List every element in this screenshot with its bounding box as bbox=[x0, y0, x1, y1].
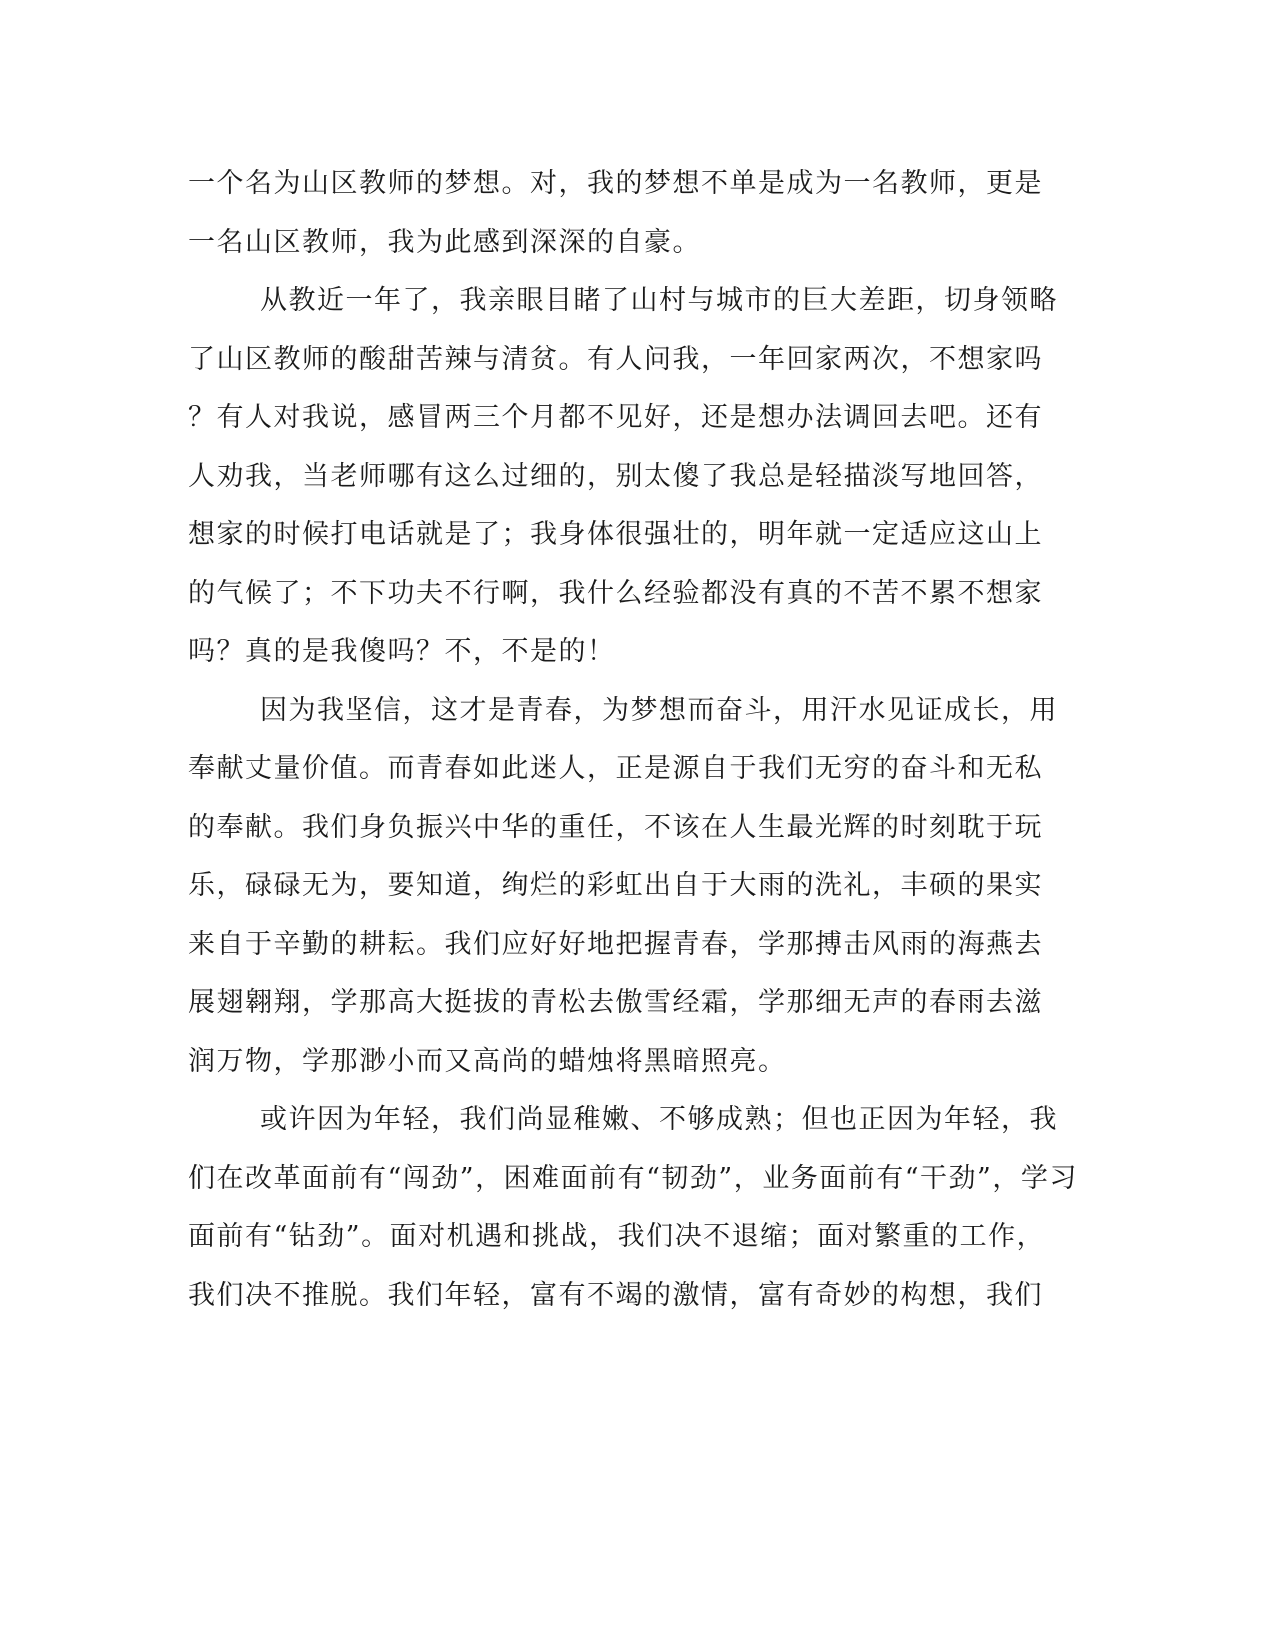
text-line: 乐，碌碌无为，要知道，绚烂的彩虹出自于大雨的洗礼，丰硕的果实 bbox=[188, 870, 1043, 901]
text-line: 奉献丈量价值。而青春如此迷人，正是源自于我们无穷的奋斗和无私 bbox=[188, 753, 1043, 784]
text-line: 从教近一年了，我亲眼目睹了山村与城市的巨大差距，切身领略 bbox=[260, 285, 1058, 316]
text-line: 的奉献。我们身负振兴中华的重任，不该在人生最光辉的时刻耽于玩 bbox=[188, 811, 1043, 843]
text-line: 吗？真的是我傻吗？不，不是的！ bbox=[188, 636, 616, 667]
text-line: 了山区教师的酸甜苦辣与清贫。有人问我，一年回家两次，不想家吗 bbox=[188, 343, 1043, 375]
text-line: 展翅翱翔，学那高大挺拔的青松去傲雪经霜，学那细无声的春雨去滋 bbox=[188, 987, 1043, 1018]
text-line: 的气候了；不下功夫不行啊，我什么经验都没有真的不苦不累不想家 bbox=[188, 577, 1043, 609]
text-line: 们在改革面前有“闯劲”，困难面前有“韧劲”，业务面前有“干劲”，学习 bbox=[188, 1162, 1078, 1194]
text-line: 或许因为年轻，我们尚显稚嫩、不够成熟；但也正因为年轻，我 bbox=[260, 1104, 1058, 1135]
text-line: 想家的时候打电话就是了；我身体很强壮的，明年就一定适应这山上 bbox=[188, 519, 1043, 550]
text-line: 来自于辛勤的耕耘。我们应好好地把握青春，学那搏击风雨的海燕去 bbox=[188, 928, 1043, 960]
text-line: 因为我坚信，这才是青春，为梦想而奋斗，用汗水见证成长，用 bbox=[260, 694, 1058, 726]
body-text bbox=[188, 155, 1078, 1325]
text-line: 我们决不推脱。我们年轻，富有不竭的激情，富有奇妙的构想，我们 bbox=[188, 1279, 1043, 1311]
text-line: 润万物，学那渺小而又高尚的蜡烛将黑暗照亮。 bbox=[188, 1045, 787, 1077]
text-line: ？有人对我说，感冒两三个月都不见好，还是想办法调回去吧。还有 bbox=[188, 402, 1043, 433]
text-line: 一个名为山区教师的梦想。对，我的梦想不单是成为一名教师，更是 bbox=[188, 168, 1043, 199]
text-line: 人劝我，当老师哪有这么过细的，别太傻了我总是轻描淡写地回答， bbox=[188, 460, 1043, 492]
text-line: 面前有“钻劲”。面对机遇和挑战，我们决不退缩；面对繁重的工作， bbox=[188, 1221, 1046, 1252]
text-line: 一名山区教师，我为此感到深深的自豪。 bbox=[188, 226, 701, 258]
